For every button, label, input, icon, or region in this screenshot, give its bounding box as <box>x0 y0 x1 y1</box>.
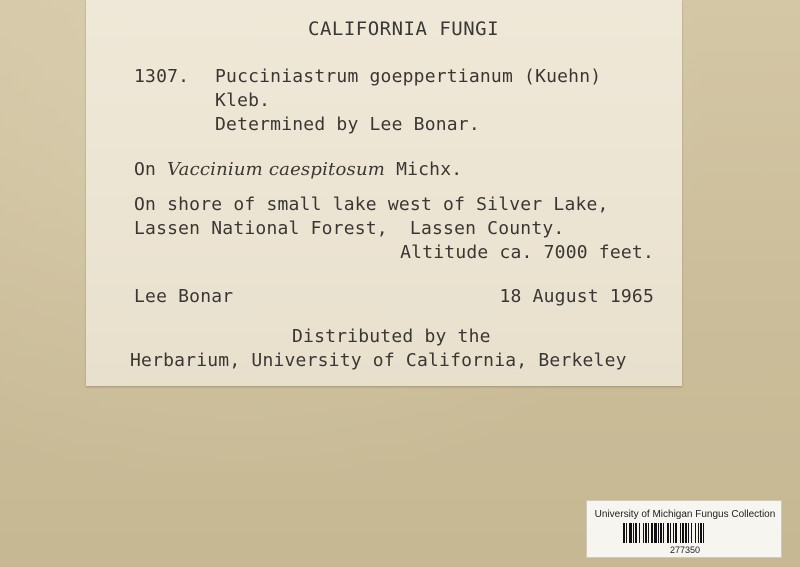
barcode-bar <box>629 523 632 543</box>
barcode-label <box>586 500 782 558</box>
barcode-bar <box>645 523 647 543</box>
collector: Lee Bonar <box>134 286 234 307</box>
barcode-number: 277350 <box>669 545 701 555</box>
altitude: Altitude ca. 7000 feet. <box>400 242 654 263</box>
barcode-bar <box>691 523 692 543</box>
barcode-bar <box>682 523 684 543</box>
label-title: CALIFORNIA FUNGI <box>308 18 500 40</box>
barcode-bar <box>626 523 627 543</box>
barcode-bar <box>623 523 625 543</box>
distributing-herbarium: Herbarium, University of California, Berkeley <box>130 350 627 371</box>
barcode-bar <box>667 523 669 543</box>
distributed-by: Distributed by the <box>292 326 491 347</box>
barcode-bar <box>663 523 664 543</box>
barcode-bar <box>700 523 702 543</box>
host-species: Vaccinium caespitosum <box>167 159 386 180</box>
host-line <box>134 159 462 181</box>
barcode-bar <box>688 523 689 543</box>
specimen-label <box>86 0 682 386</box>
barcode-bar <box>685 523 687 543</box>
locality-line-1: On shore of small lake west of Silver Lake, <box>134 194 609 215</box>
collection-date: 18 August 1965 <box>499 286 654 307</box>
barcode-bar <box>703 523 704 543</box>
barcode-bar <box>633 523 634 543</box>
barcode-bar <box>651 523 653 543</box>
barcode-bar <box>695 523 696 543</box>
barcode-bar <box>670 523 671 543</box>
species-name: Pucciniastrum goeppertianum (Kuehn) <box>215 66 602 87</box>
host-prefix: On <box>134 159 157 180</box>
barcode-bar <box>680 523 681 543</box>
barcode <box>623 523 747 543</box>
barcode-bar <box>648 523 649 543</box>
barcode-bar <box>643 523 644 543</box>
barcode-bar <box>635 523 637 543</box>
barcode-bar <box>675 523 677 543</box>
specimen-number: 1307. <box>134 66 190 87</box>
determination: Determined by Lee Bonar. <box>215 114 480 135</box>
barcode-bar <box>673 523 674 543</box>
locality-line-2: Lassen National Forest, Lassen County. <box>134 218 565 239</box>
barcode-bar <box>639 523 640 543</box>
barcode-bar <box>658 523 659 543</box>
barcode-bar <box>660 523 662 543</box>
species-authority: Kleb. <box>215 90 271 111</box>
barcode-bar <box>654 523 657 543</box>
host-authority: Michx. <box>396 159 463 180</box>
collection-name: University of Michigan Fungus Collection <box>594 509 776 520</box>
barcode-bar <box>698 523 699 543</box>
